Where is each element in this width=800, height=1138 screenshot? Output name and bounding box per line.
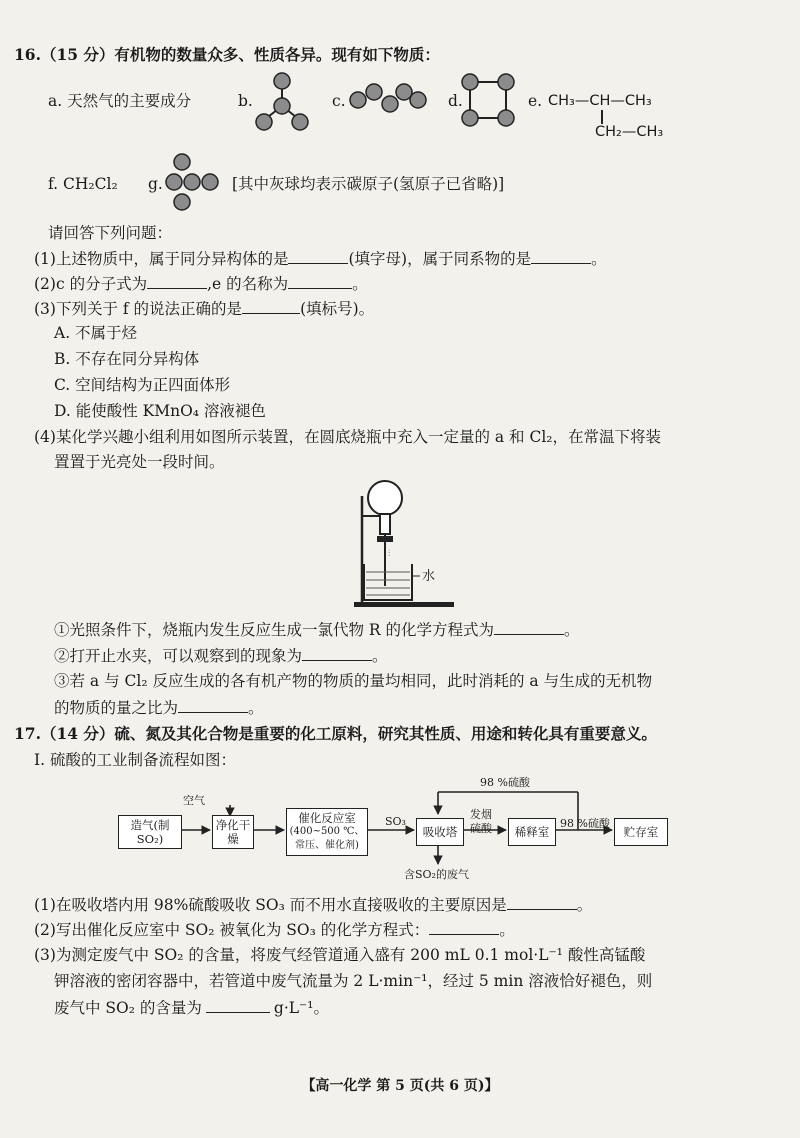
page-footer: 【高一化学 第 5 页(共 6 页)】: [301, 1078, 499, 1094]
flow-box-gas-making-label: 造气(制SO₂): [130, 818, 170, 846]
q17-part1: [34, 893, 592, 916]
answer-blank-f-correct[interactable]: [242, 297, 300, 314]
q16-part2: [34, 272, 368, 295]
molecule-d-ball-model: [458, 70, 520, 130]
answer-blank-absorb-reason[interactable]: [507, 893, 577, 910]
q16-sub3-line1: ③若 a 与 Cl₂ 反应生成的各有机产物的物质的量均相同，此时消耗的 a 与生成的无机物: [54, 672, 653, 690]
q16-item-b-label: b.: [238, 92, 253, 110]
q17-part2-text-a: (2)写出催化反应室中 SO₂ 被氧化为 SO₃ 的化学方程式：: [34, 921, 430, 939]
q16-part3: [34, 297, 374, 320]
flow-fuming-label-2: 硫酸: [470, 822, 492, 835]
q16-sub1-text-b: 。: [564, 621, 580, 639]
bleed-through-text: [470, 50, 483, 69]
q16-part3-text-b: (填标号)。: [300, 300, 375, 318]
option-b: B. 不存在同分异构体: [54, 350, 200, 368]
e-formula-main-chain: CH₃—CH—CH₃: [548, 93, 652, 109]
flow-box-catalytic-chamber: [286, 808, 368, 856]
flow-box-storage-label: 贮存室: [623, 825, 659, 839]
q16-sub2-text-a: ②打开止水夹，可以观察到的现象为: [54, 647, 303, 665]
q16-part1-text-a: (1)上述物质中，属于同分异构体的是: [34, 250, 289, 268]
molecule-b-ball-model: [252, 68, 312, 134]
flow-box-catalytic-cond: 常压、催化剂): [295, 840, 359, 851]
answer-blank-equation-r[interactable]: [494, 618, 564, 635]
q16-sub3-text-b: 。: [248, 699, 264, 717]
q17-title: 17.（14 分）硫、氮及其化合物是重要的化工原料，研究其性质、用途和转化具有重要意义。: [14, 724, 657, 743]
flow-98-top-label: 98 %硫酸: [480, 776, 530, 789]
molecule-g-ball-model: [162, 148, 230, 214]
flow-box-dilution-label: 稀释室: [514, 825, 550, 839]
molecule-c-ball-model: [346, 78, 428, 122]
q16-item-c-label: c.: [332, 92, 346, 110]
flow-so3-label: SO₃: [385, 815, 406, 828]
flow-box-storage: [614, 818, 668, 846]
q16-sub2: [54, 644, 388, 667]
answer-blank-phenomenon[interactable]: [302, 644, 372, 661]
answer-blank-so2-oxidation[interactable]: [429, 918, 499, 935]
q16-part3-text-a: (3)下列关于 f 的说法正确的是: [34, 300, 243, 318]
q17-part3-line1: (3)为测定废气中 SO₂ 的含量，将废气经管道通入盛有 200 mL 0.1 mol·L⁻¹ 酸性高锰酸: [34, 946, 646, 964]
q16-item-f: f. CH₂Cl₂: [48, 175, 118, 193]
q16-sub1: [54, 618, 580, 641]
flow-box-purify-dry: [212, 815, 254, 849]
q17-sub-i: Ⅰ. 硫酸的工业制备流程如图：: [34, 751, 236, 769]
q17-part2: [34, 918, 515, 941]
apparatus-diagram: [340, 476, 470, 611]
e-formula-branch: CH₂—CH₃: [595, 124, 664, 140]
svg-text:⫶: ⫶: [388, 549, 391, 559]
flow-fuming-label-1: 发烟: [470, 808, 492, 821]
q16-part2-text-a: (2)c 的分子式为: [34, 275, 148, 293]
q16-part1: [34, 247, 607, 270]
q17-part1-text-b: 。: [576, 896, 593, 914]
q16-part1-text-b: (填字母)，属于同系物的是: [348, 250, 532, 268]
q16-sub1-text-a: ①光照条件下，烧瓶内发生反应生成一氯代物 R 的化学方程式为: [54, 621, 495, 639]
q16-item-d-label: d.: [448, 92, 463, 110]
option-c: C. 空间结构为正四面体形: [54, 376, 231, 394]
q16-part1-text-c: 。: [591, 250, 607, 268]
answer-blank-ratio[interactable]: [178, 696, 248, 713]
flow-box-catalytic-temp: (400~500 ℃、: [289, 826, 365, 837]
flow-box-purify-dry-label: 净化干燥: [215, 818, 251, 846]
q16-part2-text-c: 。: [352, 275, 368, 293]
q16-title: 16.（15 分）有机物的数量众多、性质各异。现有如下物质：: [14, 45, 440, 64]
flow-box-dilution: [508, 818, 556, 846]
q16-prompt: 请回答下列问题：: [48, 224, 173, 242]
answer-blank-formula-c[interactable]: [147, 272, 207, 289]
q17-part3-line3: [54, 996, 329, 1019]
option-a: A. 不属于烃: [54, 324, 138, 342]
q16-g-note: [其中灰球均表示碳原子(氢原子已省略)]: [232, 175, 505, 193]
q16-part4-line2: 置置于光亮处一段时间。: [54, 453, 225, 471]
option-d: D. 能使酸性 KMnO₄ 溶液褪色: [54, 402, 266, 420]
flow-box-catalytic-title: 催化反应室: [298, 811, 356, 825]
flow-box-absorption-label: 吸收塔: [422, 825, 458, 839]
flow-98-label: 98 %硫酸: [560, 817, 610, 830]
answer-blank-isomers[interactable]: [288, 247, 348, 264]
answer-blank-so2-content[interactable]: [206, 996, 270, 1013]
q16-sub3-text-a: 的物质的量之比为: [54, 699, 179, 717]
answer-blank-name-e[interactable]: [288, 272, 352, 289]
q16-sub3-line2: [54, 696, 264, 719]
flow-air-label: 空气: [183, 794, 205, 807]
q16-item-e-label: e.: [528, 92, 543, 110]
q17-part3-text-b: g·L⁻¹。: [273, 999, 329, 1017]
q16-part2-text-b: ,e 的名称为: [207, 275, 289, 293]
water-label: 水: [422, 569, 436, 584]
q17-part2-text-b: 。: [499, 921, 515, 939]
q17-part3-text-a: 废气中 SO₂ 的含量为: [54, 999, 202, 1017]
q16-part4-line1: (4)某化学兴趣小组利用如图所示装置，在圆底烧瓶中充入一定量的 a 和 Cl₂，在常温下将装: [34, 428, 662, 446]
q16-item-g-label: g.: [148, 175, 163, 193]
q16-sub2-text-b: 。: [372, 647, 388, 665]
flow-box-absorption-tower: [416, 818, 464, 846]
q17-part3-line2: 钾溶液的密闭容器中，若管道中废气流量为 2 L·min⁻¹，经过 5 min 溶液恰好褪色，则: [54, 972, 653, 990]
flow-waste-label: 含SO₂的废气: [404, 868, 469, 881]
q16-item-a: a. 天然气的主要成分: [48, 92, 192, 110]
flow-box-gas-making: [118, 815, 182, 849]
q17-part1-text-a: (1)在吸收塔内用 98%硫酸吸收 SO₃ 而不用水直接吸收的主要原因是: [34, 896, 507, 914]
answer-blank-homologues[interactable]: [531, 247, 591, 264]
